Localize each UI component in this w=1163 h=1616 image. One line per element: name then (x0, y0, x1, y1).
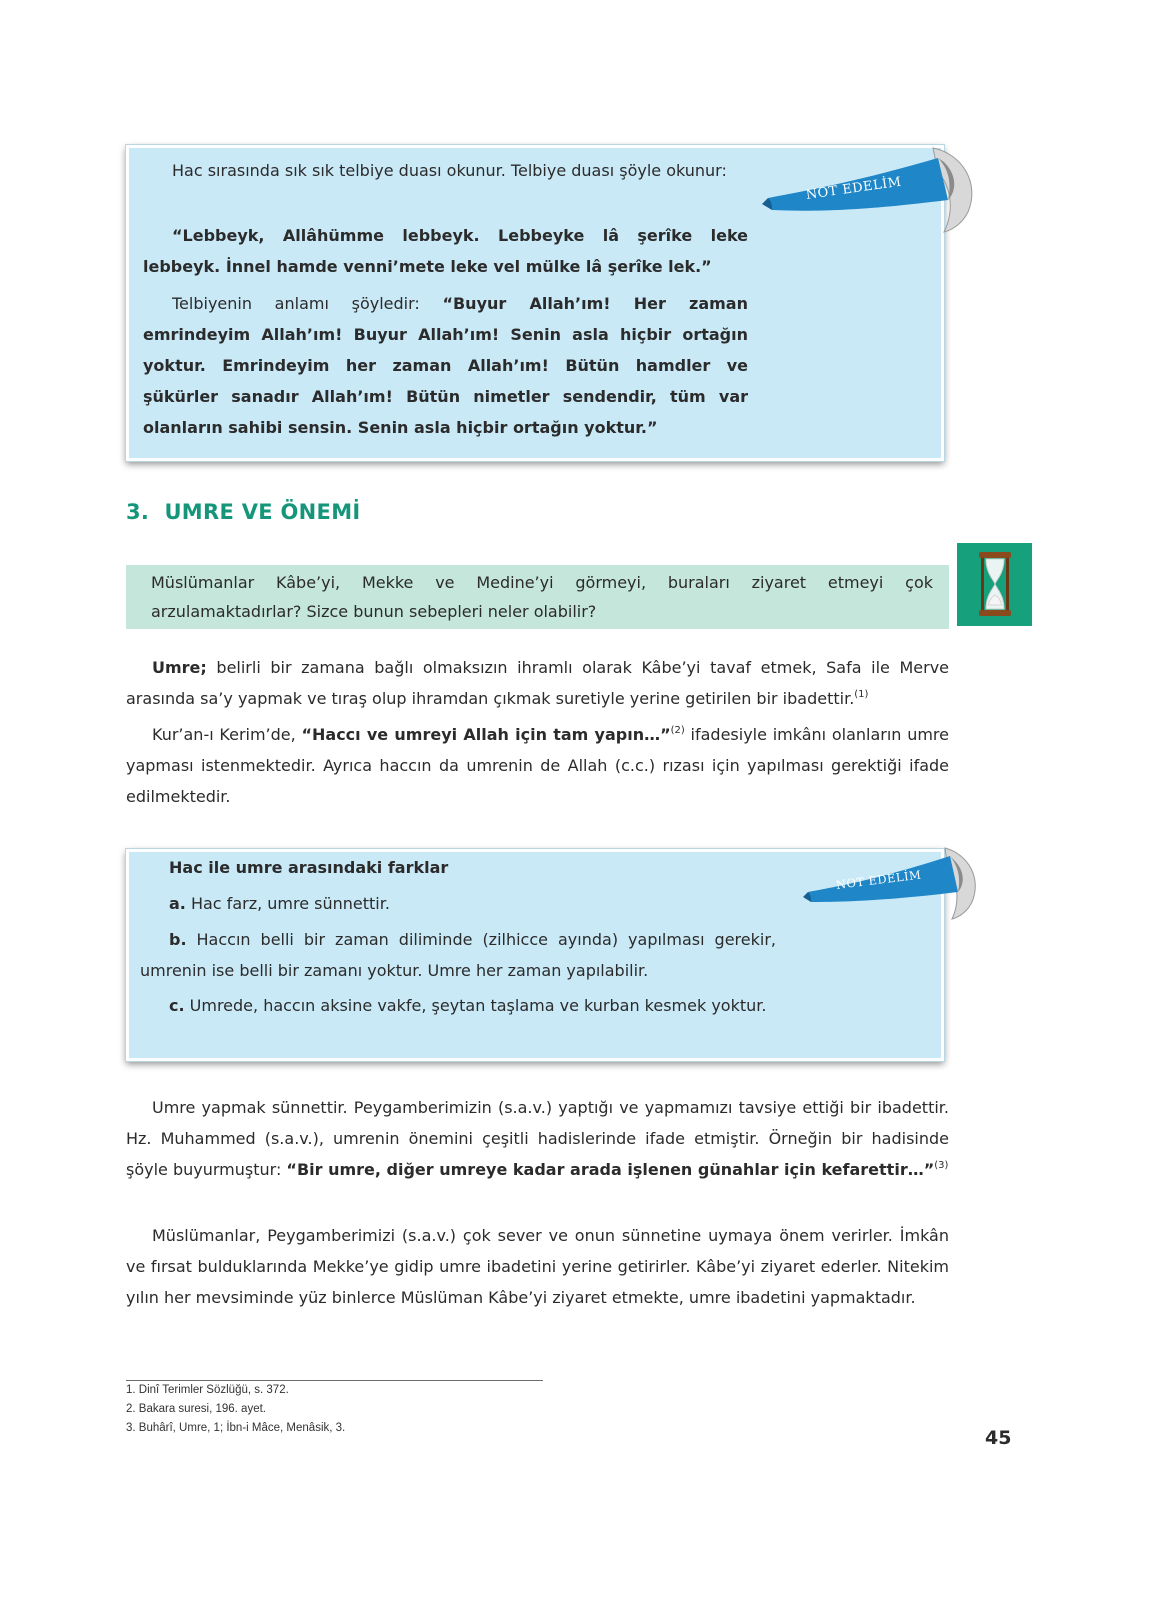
differences-title: Hac ile umre arasındaki farklar (169, 858, 449, 877)
section-title: UMRE VE ÖNEMİ (164, 500, 361, 524)
telbiye-meaning-lead: Telbiyenin anlamı şöyledir: (172, 294, 443, 313)
difference-marker-c: c. (169, 996, 185, 1015)
umre-term: Umre; (152, 658, 207, 677)
difference-marker-a: a. (169, 894, 186, 913)
hourglass-icon (957, 543, 1032, 626)
footnote-divider (126, 1380, 543, 1381)
footnote-1: 1. Dinî Terimler Sözlüğü, s. 372. (126, 1384, 289, 1396)
footnote-ref-2: (2) (670, 725, 685, 736)
paragraph-umre-definition (126, 652, 949, 714)
paragraph-muslims-visit: Müslümanlar, Peygamberimizi (s.a.v.) çok sever ve onun sünnetine uymaya önem verirler. İmkân ve fırsat bulduklarında Mekke’ye gidip umre ibadetini yerine getirirler. Kâbe’yi ziyaret ederler. Nitekim yılın her mevsiminde yüz binlerce Müslüman Kâbe’yi ziyaret etmekte, umre ibadetini yapmaktadır. (126, 1226, 949, 1307)
ribbon-label-1: NOT EDELİM (804, 174, 903, 203)
telbiye-intro-text: Hac sırasında sık sık telbiye duası okunur. Telbiye duası şöyle okunur: (172, 161, 727, 180)
question-box (126, 565, 949, 629)
sunnet-text: Umre yapmak sünnettir. Peygamberimizin (s.a.v.) yaptığı ve yapmamızı tavsiye ettiği bir ibadettir. Hz. Muhammed (s.a.v.), umrenin önemini çeşitli hadislerinde ifade etmiştir. Örneğin bir hadisinde şöyle buyurmuştur: (126, 1098, 949, 1179)
difference-marker-b: b. (169, 930, 187, 949)
footnote-2: 2. Bakara suresi, 196. ayet. (126, 1403, 266, 1415)
not-edelim-ribbon-2 (800, 842, 980, 926)
question-text: Müslümanlar Kâbe’yi, Mekke ve Medine’yi görmeyi, buraları ziyaret etmeyi çok arzulamaktadırlar? Sizce bunun sebepleri neler olabilir? (151, 573, 933, 621)
telbiye-meaning-quote: “Buyur Allah’ım! Her zaman emrindeyim Allah’ım! Buyur Allah’ım! Senin asla hiçbir ortağın yoktur. Emrindeyim her zaman Allah’ım! Bütün hamdler ve şükürler sanadır Allah’ım! Bütün nimetler sendendir, tüm var olanların sahibi sensin. Senin asla hiçbir ortağın yoktur.” (143, 294, 748, 437)
section-number: 3. (126, 500, 150, 524)
footnote-3: 3. Buhârî, Umre, 1; İbn-i Mâce, Menâsik, 3. (126, 1422, 346, 1434)
section-heading (126, 500, 361, 524)
difference-text-a: Hac farz, umre sünnettir. (185, 894, 390, 913)
footnote-ref-1: (1) (854, 689, 869, 700)
hadis-quote: “Bir umre, diğer umreye kadar arada işlenen günahlar için kefarettir…” (286, 1160, 935, 1179)
difference-item-a (140, 888, 748, 919)
telbiye-prayer-text: “Lebbeyk, Allâhümme lebbeyk. Lebbeyke lâ şerîke leke lebbeyk. İnnel hamde venni’mete leke vel mülke lâ şerîke lek.” (143, 226, 748, 276)
kuran-text: ifadesiyle imkânı olanların umre yapması istenmektedir. Ayrıca haccın da umrenin de Allah (c.c.) rızası için yapılması gerektiği ifade edilmektedir. (126, 725, 949, 806)
paragraph-umre-sunnet (126, 1092, 949, 1185)
difference-text-b: Haccın belli bir zaman diliminde (zilhicce ayında) yapılması gerekir, umrenin ise belli bir zamanı yoktur. Umre her zaman yapılabilir. (140, 930, 776, 980)
page-number: 45 (985, 1427, 1012, 1449)
kuran-lead: Kur’an-ı Kerim’de, (152, 725, 302, 744)
kuran-quote: “Haccı ve umreyi Allah için tam yapın…” (301, 725, 671, 744)
ribbon-label-2: NOT EDELİM (835, 867, 922, 892)
difference-item-c (140, 990, 776, 1021)
footnote-ref-3: (3) (934, 1160, 949, 1171)
telbiye-meaning (143, 288, 748, 443)
umre-definition-text: belirli bir zamana bağlı olmaksızın ihramlı olarak Kâbe’yi tavaf etmek, Safa ile Merve arasında sa’y yapmak ve tıraş olup ihramdan çıkmak suretiyle yerine getirilen bir ibadettir. (126, 658, 949, 708)
difference-text-c: Umrede, haccın aksine vakfe, şeytan taşlama ve kurban kesmek yoktur. (184, 996, 767, 1015)
telbiye-prayer (143, 220, 748, 282)
difference-item-b (140, 924, 776, 986)
paragraph-kuran (126, 719, 949, 812)
telbiye-intro (143, 155, 748, 186)
not-edelim-ribbon-1 (758, 140, 978, 240)
